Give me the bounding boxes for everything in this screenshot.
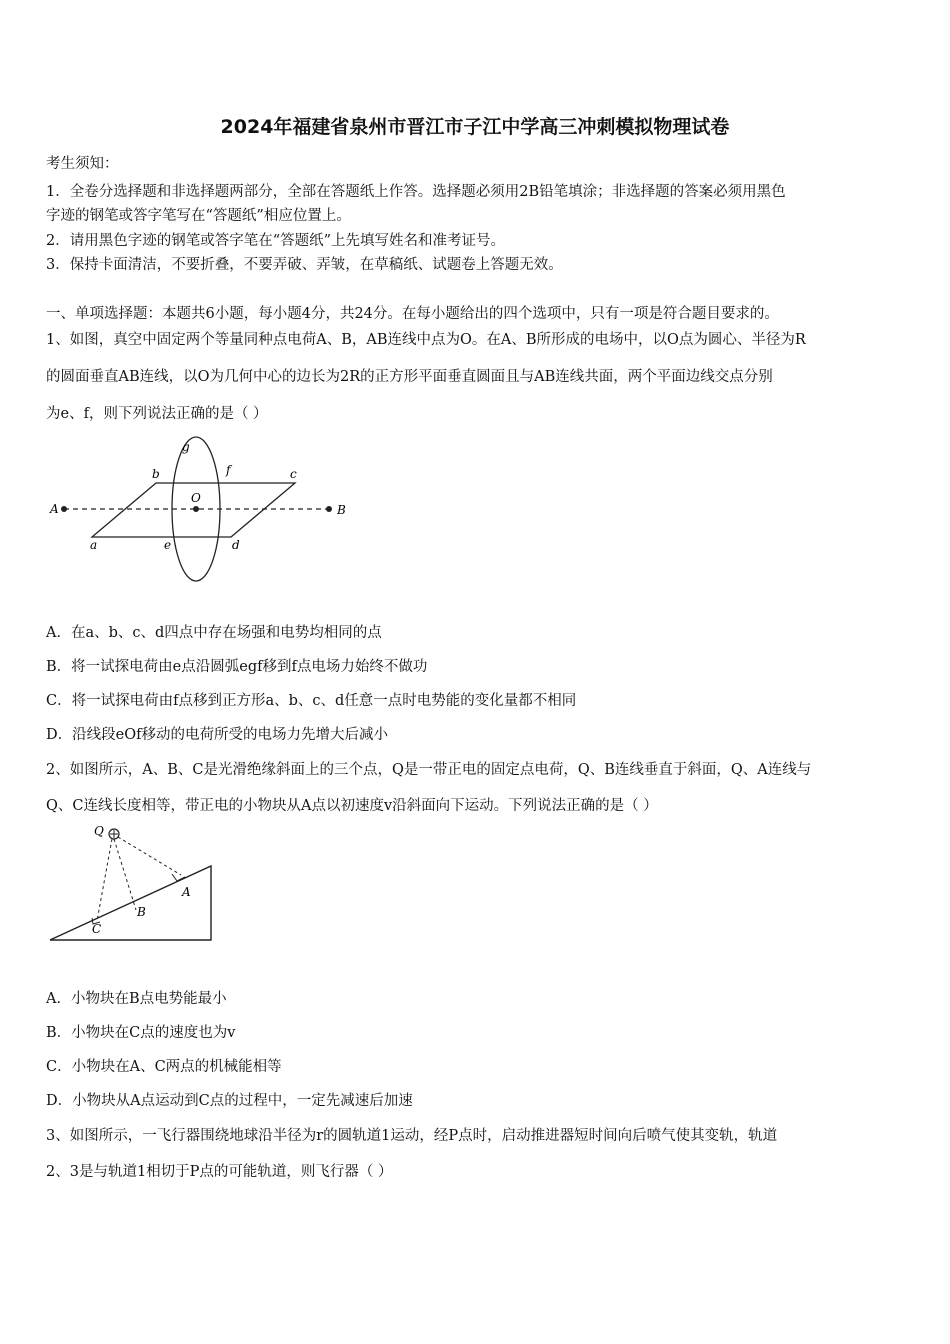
notice-item: 字迹的钢笔或答字笔写在“答题纸”相应位置上。: [46, 208, 351, 224]
charge-b-dot: [326, 506, 332, 512]
question-1-option-d: D．沿线段eOf移动的电荷所受的电场力先增大后减小: [46, 727, 388, 743]
qa-line: [118, 837, 181, 875]
question-2-option-d: D．小物块从A点运动到C点的过程中，一定先减速后加速: [46, 1093, 413, 1109]
page-title: 2024年福建省泉州市晋江市子江中学高三冲刺模拟物理试卷: [220, 116, 730, 138]
question-1-figure: [44, 434, 364, 589]
label-c: c: [290, 467, 297, 481]
label-e: e: [164, 538, 172, 552]
label-b-charge: B: [337, 503, 346, 517]
notice-item: 3．保持卡面清洁，不要折叠，不要弄破、弄皱，在草稿纸、试题卷上答题无效。: [46, 257, 563, 273]
question-2-option-a: A．小物块在B点电势能最小: [46, 991, 227, 1007]
qc-line: [97, 839, 112, 921]
question-1-option-b: B．将一试探电荷由e点沿圆弧egf移到f点电场力始终不做功: [46, 659, 428, 675]
question-1-text: 为e、f，则下列说法正确的是（ ）: [46, 406, 268, 422]
question-1-text: 1、如图，真空中固定两个等量同种点电荷A、B，AB连线中点为O。在A、B所形成的电场中，以O点为圆心、半径为R: [46, 332, 806, 348]
notice-item: 2．请用黑色字迹的钢笔或答字笔在“答题纸”上先填写姓名和准考证号。: [46, 233, 506, 249]
question-2-option-c: C．小物块在A、C两点的机械能相等: [46, 1059, 282, 1075]
question-1-text: 的圆面垂直AB连线，以O为几何中心的边长为2R的正方形平面垂直圆面且与AB连线共面，两个平面边线交点分别: [46, 369, 773, 385]
center-o-dot: [193, 506, 199, 512]
question-2-text: Q、C连线长度相等，带正电的小物块从A点以初速度v沿斜面向下运动。下列说法正确的是（ ）: [46, 798, 658, 814]
notice-heading: 考生须知：: [46, 156, 119, 172]
label-f: f: [226, 463, 231, 477]
qb-line: [114, 839, 136, 910]
question-1-option-c: C．将一试探电荷由f点移到正方形a、b、c、d任意一点时电势能的变化量都不相同: [46, 693, 577, 709]
question-1-option-a: A．在a、b、c、d四点中存在场强和电势均相同的点: [46, 625, 382, 641]
label-d: d: [232, 538, 240, 552]
question-2-option-b: B．小物块在C点的速度也为v: [46, 1025, 236, 1041]
charge-a-dot: [61, 506, 67, 512]
label-o: O: [191, 491, 201, 505]
label-b: b: [152, 467, 160, 481]
label-a-charge: A: [50, 502, 59, 516]
notice-item: 1．全卷分选择题和非选择题两部分，全部在答题纸上作答。选择题必须用2B铅笔填涂；非选择题的答案必须用黑色: [46, 184, 786, 200]
label-a: A: [182, 885, 191, 899]
question-3-text: 3、如图所示，一飞行器围绕地球沿半径为r的圆轨道1运动，经P点时，启动推进器短时间向后喷气使其变轨，轨道: [46, 1128, 778, 1144]
question-3-text: 2、3是与轨道1相切于P点的可能轨道，则飞行器（ ）: [46, 1164, 393, 1180]
incline: [50, 866, 211, 940]
section-heading: 一、单项选择题：本题共6小题，每小题4分，共24分。在每小题给出的四个选项中，只有一项是符合题目要求的。: [46, 306, 779, 322]
question-2-figure: [44, 818, 224, 948]
label-c: C: [92, 922, 102, 936]
question-2-text: 2、如图所示，A、B、C是光滑绝缘斜面上的三个点，Q是一带正电的固定点电荷，Q、B连线垂直于斜面，Q、A连线与: [46, 762, 812, 778]
label-g: g: [182, 440, 190, 454]
label-b: B: [137, 905, 146, 919]
label-a: a: [90, 538, 98, 552]
label-q: Q: [94, 824, 104, 838]
